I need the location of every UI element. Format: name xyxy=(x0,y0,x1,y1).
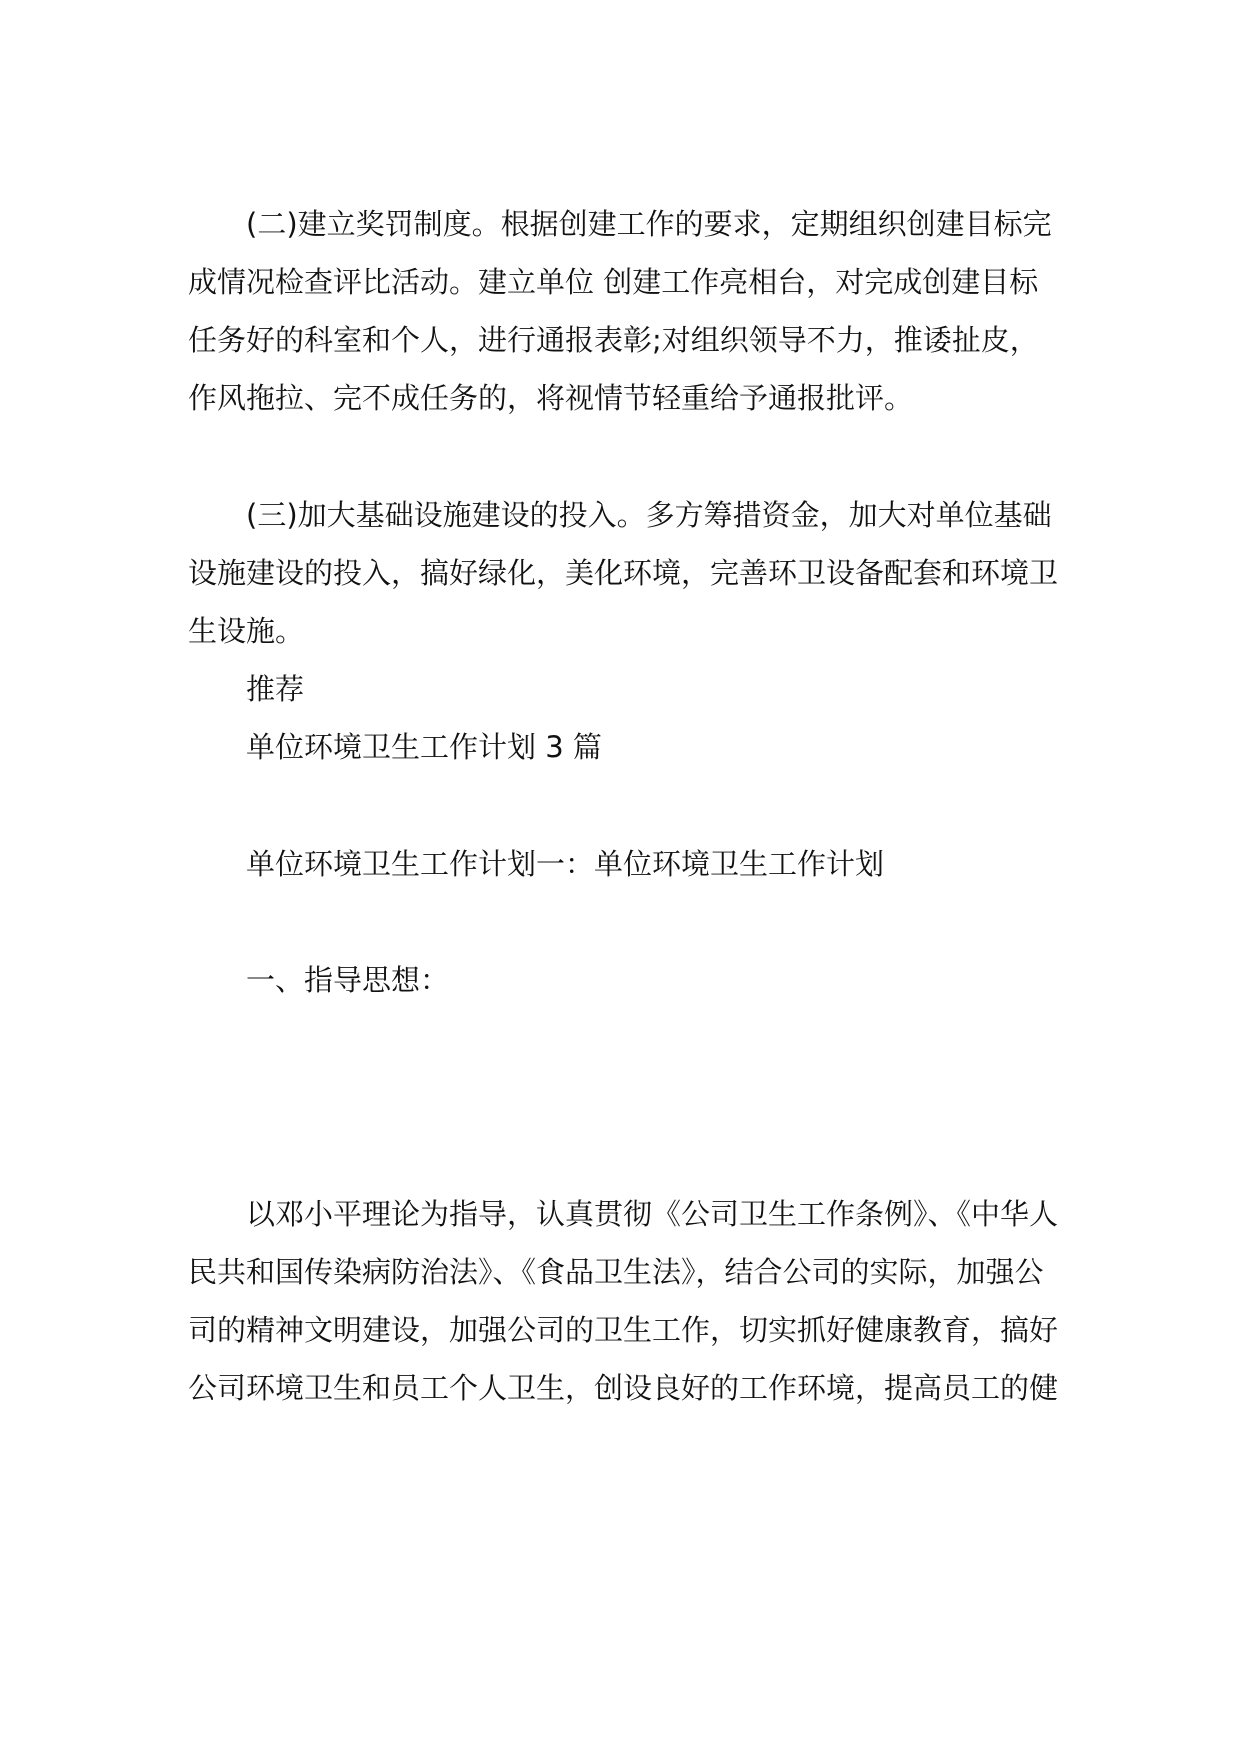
guiding-paragraph-line-2: 民共和国传染病防治法》、《食品卫生法》，结合公司的实际，加强公 xyxy=(188,1255,1044,1289)
guiding-paragraph-line-4: 公司环境卫生和员工个人卫生，创设良好的工作环境，提高员工的健 xyxy=(188,1371,1059,1405)
paragraph-2-line-1: (二)建立奖罚制度。根据创建工作的要求，定期组织创建目标完 xyxy=(246,207,1052,241)
recommend-label: 推荐 xyxy=(246,672,305,706)
plan-one-title: 单位环境卫生工作计划一：单位环境卫生工作计划 xyxy=(246,847,885,881)
paragraph-2-line-2: 成情况检查评比活动。建立单位 创建工作亮相台，对完成创建目标 xyxy=(188,265,1039,299)
section-one-heading: 一、指导思想： xyxy=(246,963,450,997)
paragraph-3-line-2: 设施建设的投入，搞好绿化，美化环境，完善环卫设备配套和环境卫 xyxy=(188,556,1059,590)
paragraph-2-line-4: 作风拖拉、完不成任务的，将视情节轻重给予通报批评。 xyxy=(188,381,914,415)
guiding-paragraph-line-3: 司的精神文明建设，加强公司的卫生工作，切实抓好健康教育，搞好 xyxy=(188,1313,1059,1347)
paragraph-3-line-1: (三)加大基础设施建设的投入。多方筹措资金，加大对单位基础 xyxy=(246,498,1052,532)
guiding-paragraph-line-1: 以邓小平理论为指导，认真贯彻《公司卫生工作条例》、《中华人 xyxy=(246,1197,1059,1231)
recommend-title: 单位环境卫生工作计划 3 篇 xyxy=(246,730,602,764)
paragraph-3-line-3: 生设施。 xyxy=(188,614,305,648)
paragraph-2-line-3: 任务好的科室和个人，进行通报表彰;对组织领导不力，推诿扯皮， xyxy=(188,323,1039,357)
